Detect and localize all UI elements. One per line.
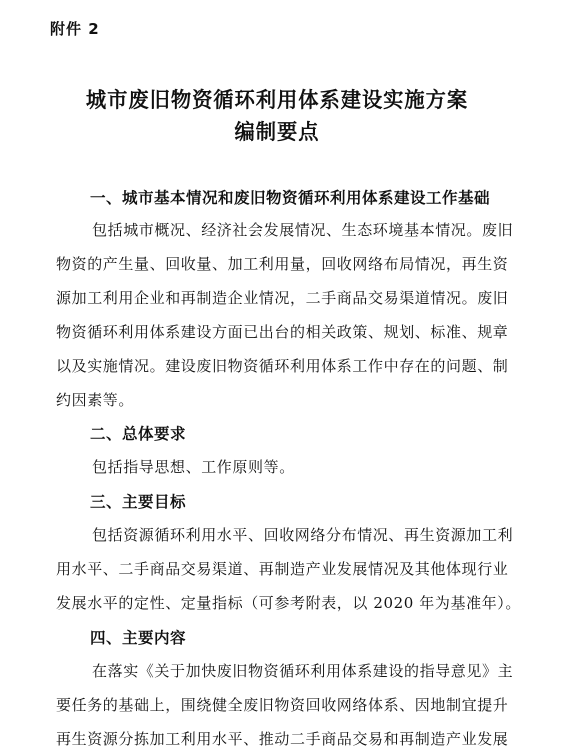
section-3-line-2: 用水平、二手商品交易渠道、再制造产业发展情况及其他体现行业 bbox=[56, 560, 509, 578]
document-title-line-2: 编制要点 bbox=[234, 120, 320, 144]
section-1-line-5: 以及实施情况。建设废旧物资循环利用体系工作中存在的问题、制 bbox=[56, 357, 509, 375]
section-1-line-3: 源加工利用企业和再制造企业情况，二手商品交易渠道情况。废旧 bbox=[56, 289, 509, 307]
section-3-heading: 三、主要目标 bbox=[90, 493, 187, 511]
section-1-line-1: 包括城市概况、经济社会发展情况、生态环境基本情况。废旧 bbox=[92, 221, 514, 239]
section-2-heading: 二、总体要求 bbox=[90, 425, 187, 443]
section-1-heading: 一、城市基本情况和废旧物资循环利用体系建设工作基础 bbox=[90, 189, 491, 207]
section-1-line-2: 物资的产生量、回收量、加工利用量，回收网络布局情况，再生资 bbox=[56, 255, 509, 273]
section-4-line-2: 要任务的基础上，围绕健全废旧物资回收网络体系、因地制宜提升 bbox=[56, 696, 509, 714]
attachment-label: 附件 2 bbox=[50, 20, 100, 38]
section-4-line-1: 在落实《关于加快废旧物资循环利用体系建设的指导意见》主 bbox=[92, 662, 514, 680]
document-title-line-1: 城市废旧物资循环利用体系建设实施方案 bbox=[85, 88, 469, 112]
section-1-line-4: 物资循环利用体系建设方面已出台的相关政策、规划、标准、规章 bbox=[56, 323, 509, 341]
section-4-heading: 四、主要内容 bbox=[90, 629, 187, 647]
section-4-line-3: 再生资源分拣加工利用水平、推动二手商品交易和再制造产业发展 bbox=[56, 730, 509, 748]
section-3-line-1: 包括资源循环利用水平、回收网络分布情况、再生资源加工利 bbox=[92, 526, 514, 544]
section-1-line-6: 约因素等。 bbox=[56, 391, 135, 409]
section-3-line-3: 发展水平的定性、定量指标（可参考附表，以 2020 年为基准年）。 bbox=[56, 594, 522, 612]
section-2-line-1: 包括指导思想、工作原则等。 bbox=[92, 458, 295, 476]
